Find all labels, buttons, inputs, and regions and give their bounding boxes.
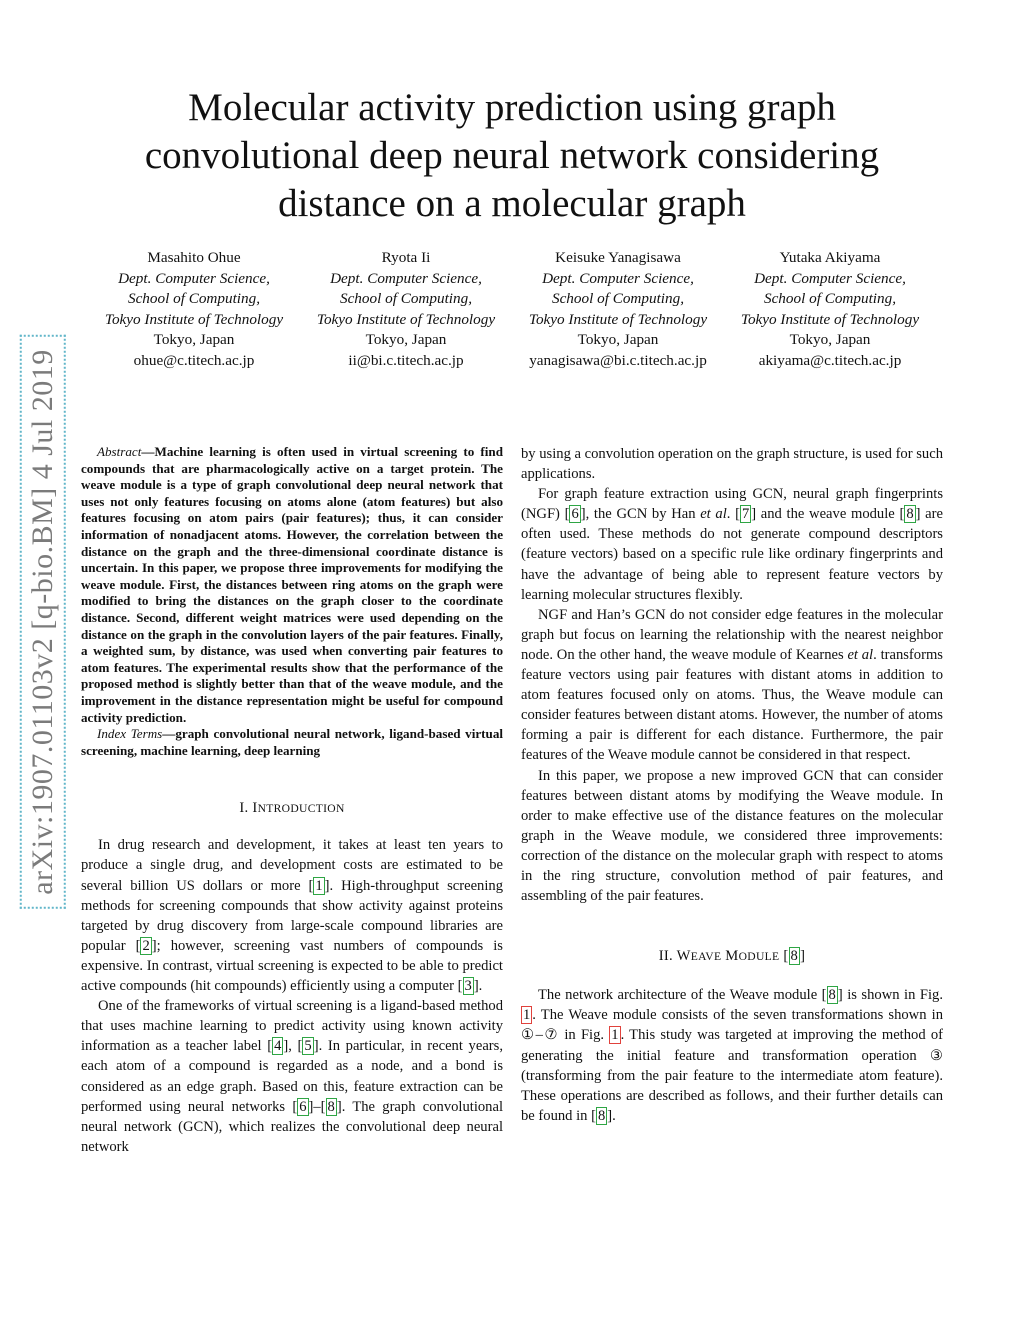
paragraph: The network architecture of the Weave module [ 8 ] is shown in Fig. 1 . The Weave module consists of the seven transformations shown in ①–⑦ in Fig. 1 . This study was targeted at improving the method of generating the initial feature and transformation operation ③ (transforming from the pair feature to the intermediate atom feature). These operations are described as follows, and their further details can be found in [ 8 ]. [521, 987, 944, 1124]
figure-link[interactable]: 1 [611, 1027, 619, 1044]
citation-link[interactable]: 8 [906, 506, 914, 523]
index-terms [81, 726, 503, 759]
citation-link[interactable]: 8 [790, 948, 799, 965]
author-block [724, 248, 936, 371]
author-email: yanagisawa@bi.c.titech.ac.jp [529, 351, 707, 369]
section-heading-introduction: I. INTRODUCTION [239, 800, 345, 817]
citation-link[interactable]: 4 [274, 1038, 282, 1055]
author-department: Dept. Computer Science, [754, 269, 906, 287]
author-institute: Tokyo Institute of Technology [316, 310, 496, 328]
paragraph: In this paper, we propose a new improved GCN that can consider features between distant atoms by modifying the Weave module. In order to make effective use of the distance features on the molecular graph in the Weave module, we considered three improvements: correction of the distance on the molecular graph with respect to atoms in the ring structure, convolution method of pair features, and assembling of the pair features. [521, 767, 943, 905]
paragraph: In drug research and development, it takes at least ten years to produce a single drug, and development costs are estimated to be several billion US dollars or more [ 1 ]. High-throughput screening methods for screening compounds that show activity against proteins targeted by drug discovery from large-scale compound libraries are popular [ 2 ]; however, screening vast numbers of compounds is expensive. In contrast, virtual screening is expected to be able to predict active compounds (hit compounds) efficiently using a computer [ 3 ]. [81, 837, 503, 995]
author-department: Dept. Computer Science, [330, 269, 482, 287]
arxiv-identifier-stamp [19, 312, 67, 932]
paragraph: For graph feature extraction using GCN, neural graph fingerprints (NGF) [ 6 ], the GCN by Han et al. [ 7 ] and the weave module [ 8 ] are often used. These methods do not generate compound descriptors (feature vectors) based on a specific rule like ordinary fingerprints and have the advantage of being able to represent feature vectors by learning molecular structures flexibly. [521, 486, 943, 603]
citation-link[interactable]: 8 [828, 987, 836, 1004]
author-institute: Tokyo Institute of Technology [740, 310, 920, 328]
index-terms-label: Index Terms [97, 726, 163, 742]
author-city: Tokyo, Japan [153, 331, 235, 348]
figure-link[interactable]: 1 [523, 1007, 531, 1024]
author-name: Ryota Ii [381, 249, 431, 266]
left-column [81, 444, 503, 1157]
author-school: School of Computing, [127, 290, 261, 307]
citation-link[interactable]: 8 [597, 1107, 606, 1124]
author-school: School of Computing, [339, 290, 473, 307]
author-school: School of Computing, [551, 290, 685, 307]
author-block [88, 248, 300, 371]
paragraph: NGF and Han’s GCN do not consider edge features in the molecular graph but focus on learning the relationship with the nearest neighbor node. On the other hand, the weave module of Kearnes et al. transforms feature vectors using pair features with distant atoms in addition to atom features focused only on atoms. Thus, the Weave module can consider features between distant atoms. However, the number of atoms forming a pair is different for each distance. Furthermore, the pair features of the Weave module cannot be considered in that respect. [521, 606, 943, 764]
author-block [300, 248, 512, 371]
abstract-text: —Machine learning is often used in virtual screening to find compounds that are pharmacologically active on a target protein. The weave module is a type of graph convolutional deep neural network that uses not only features focusing on atoms alone (atom features) but also features focusing on atom pairs (pair features); thus, it can consider information of nonadjacent atoms. However, the correlation between the distance on the graph and the three-dimensional coordinate distance is uncertain. In this paper, we propose three improvements for modifying the weave module. First, the distances between ring atoms on the graph were modified to bring the distances on the graph closer to the coordinate distance. Second, different weight matrices were used depending on the distance on the graph in the convolution layers of the pair features. Finally, a weighted sum, by distance, was used when converting pair features to atom features. The experimental results show that the performance of the proposed method is slightly better than that of the weave module, and the improvement in the distance representation might be useful for compound activity prediction. [81, 444, 503, 725]
author-institute: Tokyo Institute of Technology [528, 310, 708, 328]
arxiv-identifier-text: arXiv:1907.01103v2 [q-bio.BM] 4 Jul 2019 [20, 335, 66, 909]
author-city: Tokyo, Japan [789, 331, 871, 348]
author-department: Dept. Computer Science, [542, 269, 694, 287]
citation-link[interactable]: 8 [327, 1098, 335, 1115]
author-email: akiyama@c.titech.ac.jp [758, 351, 902, 369]
citation-link[interactable]: 7 [741, 506, 750, 523]
paper-title [80, 84, 944, 228]
citation-link[interactable]: 3 [464, 978, 472, 995]
citation-link[interactable]: 2 [142, 937, 150, 954]
author-name: Masahito Ohue [147, 249, 241, 266]
author-name: Yutaka Akiyama [779, 249, 881, 266]
citation-link[interactable]: 6 [571, 506, 579, 523]
citation-link[interactable]: 6 [299, 1098, 307, 1115]
title-line: Molecular activity prediction using graph [188, 86, 836, 129]
citation-link[interactable]: 1 [315, 877, 323, 894]
index-terms-text: —graph convolutional neural network, ligand-based virtual screening, machine learning, deep learning [81, 726, 504, 758]
section-heading-weave-module: II. WEAVE MODULE [ 8 ] [658, 948, 806, 965]
abstract [81, 444, 503, 726]
right-column [521, 444, 943, 1126]
author-city: Tokyo, Japan [365, 331, 447, 348]
title-line: distance on a molecular graph [278, 182, 746, 225]
paragraph: by using a convolution operation on the graph structure, is used for such applications. [521, 446, 943, 483]
author-city: Tokyo, Japan [577, 331, 659, 348]
paragraph: One of the frameworks of virtual screening is a ligand-based method that uses machine learning to predict activity using known activity information as a teacher label [ 4 ], [ 5 ]. In particular, in recent years, each atom of a compound is regarded as a node, and a bond is considered as an edge graph. Based on this, feature extraction can be performed using neural networks [ 6 ]–[ 8 ]. The graph convolutional neural network (GCN), which realizes the convolutional deep neural network [81, 998, 503, 1155]
author-department: Dept. Computer Science, [118, 269, 270, 287]
title-line: convolutional deep neural network considering [144, 134, 880, 177]
author-block [512, 248, 724, 371]
author-school: School of Computing, [763, 290, 897, 307]
author-email: ii@bi.c.titech.ac.jp [348, 351, 464, 369]
author-list [88, 248, 936, 371]
author-email: ohue@c.titech.ac.jp [133, 351, 255, 369]
abstract-label: Abstract [97, 444, 142, 459]
citation-link[interactable]: 5 [304, 1038, 312, 1055]
author-name: Keisuke Yanagisawa [555, 249, 681, 266]
author-institute: Tokyo Institute of Technology [104, 310, 284, 328]
